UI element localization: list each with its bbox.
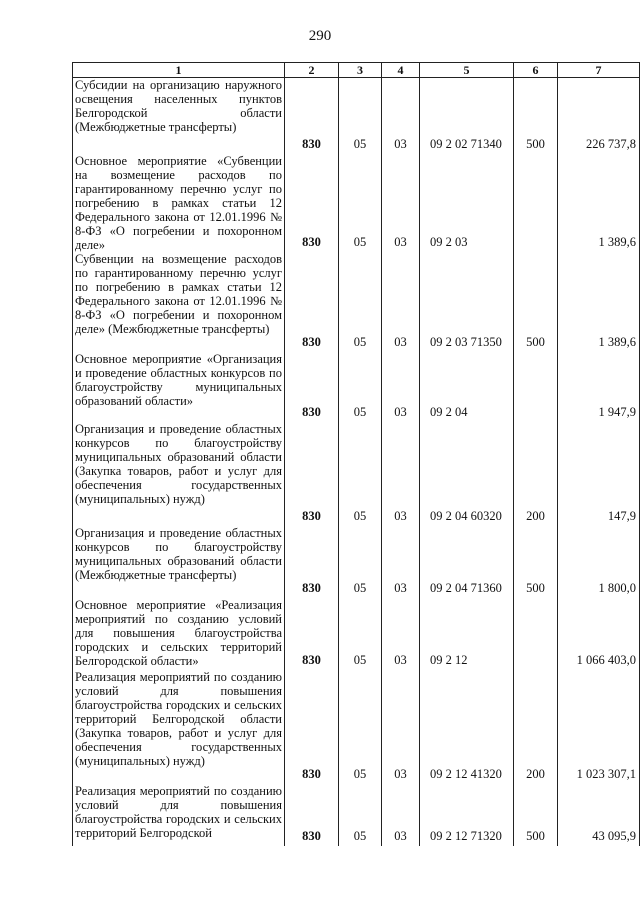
row-expense-type: 200 — [514, 422, 558, 526]
row-amount: 1 023 307,1 — [558, 670, 640, 784]
table-row — [73, 422, 640, 526]
row-subsection: 03 — [382, 78, 420, 154]
row-section: 05 — [339, 670, 382, 784]
row-target-code: 09 2 12 — [420, 598, 514, 670]
row-amount: 43 095,9 — [558, 784, 640, 846]
header-col-6: 6 — [514, 63, 558, 78]
row-expense-type: 200 — [514, 670, 558, 784]
row-target-code: 09 2 04 — [420, 352, 514, 422]
row-amount: 1 066 403,0 — [558, 598, 640, 670]
row-admin-code: 830 — [285, 670, 339, 784]
row-subsection: 03 — [382, 598, 420, 670]
row-expense-type: 500 — [514, 78, 558, 154]
row-target-code: 09 2 04 60320 — [420, 422, 514, 526]
row-admin-code: 830 — [285, 598, 339, 670]
row-subsection: 03 — [382, 154, 420, 252]
row-expense-type — [514, 598, 558, 670]
row-expense-type — [514, 352, 558, 422]
row-amount: 1 389,6 — [558, 154, 640, 252]
row-target-code: 09 2 12 71320 — [420, 784, 514, 846]
table-row — [73, 154, 640, 252]
row-subsection: 03 — [382, 526, 420, 598]
row-section: 05 — [339, 154, 382, 252]
row-section: 05 — [339, 422, 382, 526]
table-row — [73, 598, 640, 670]
row-admin-code: 830 — [285, 526, 339, 598]
row-subsection: 03 — [382, 422, 420, 526]
header-col-3: 3 — [339, 63, 382, 78]
row-target-code: 09 2 03 71350 — [420, 252, 514, 352]
row-name: Основное мероприятие «Реализация мероприятий по созданию условий для повышения благоустройства городских и сельских территорий Белгородской области» — [73, 598, 285, 670]
page-number: 290 — [308, 28, 332, 44]
row-expense-type: 500 — [514, 252, 558, 352]
row-subsection: 03 — [382, 784, 420, 846]
budget-table — [72, 62, 640, 846]
row-admin-code: 830 — [285, 252, 339, 352]
row-target-code: 09 2 04 71360 — [420, 526, 514, 598]
row-admin-code: 830 — [285, 784, 339, 846]
row-expense-type: 500 — [514, 784, 558, 846]
row-target-code: 09 2 02 71340 — [420, 78, 514, 154]
table-row — [73, 526, 640, 598]
row-section: 05 — [339, 252, 382, 352]
header-col-7: 7 — [558, 63, 640, 78]
row-name: Реализация мероприятий по созданию условий для повышения благоустройства городских и сельских территорий Белгородской — [73, 784, 285, 846]
row-name: Организация и проведение областных конкурсов по благоустройству муниципальных образований области (Закупка товаров, работ и услуг для обеспечения государственных (муниципальных) нужд) — [73, 422, 285, 526]
row-expense-type: 500 — [514, 526, 558, 598]
row-admin-code: 830 — [285, 78, 339, 154]
row-name: Субсидии на организацию наружного освещения населенных пунктов Белгородской области (Межбюджетные трансферты) — [73, 78, 285, 154]
table-row — [73, 252, 640, 352]
row-section: 05 — [339, 598, 382, 670]
row-amount: 147,9 — [558, 422, 640, 526]
header-col-5: 5 — [420, 63, 514, 78]
row-amount: 1 389,6 — [558, 252, 640, 352]
row-subsection: 03 — [382, 352, 420, 422]
row-name: Основное мероприятие «Организация и проведение областных конкурсов по благоустройству муниципальных образований области» — [73, 352, 285, 422]
row-name: Субвенции на возмещение расходов по гарантированному перечню услуг по погребению в рамках статьи 12 Федерального закона от 12.01.1996 № 8-ФЗ «О погребении и похоронном деле» (Межбюджетные трансферты) — [73, 252, 285, 352]
row-admin-code: 830 — [285, 154, 339, 252]
row-subsection: 03 — [382, 252, 420, 352]
row-section: 05 — [339, 784, 382, 846]
header-col-2: 2 — [285, 63, 339, 78]
row-admin-code: 830 — [285, 352, 339, 422]
row-subsection: 03 — [382, 670, 420, 784]
table-row — [73, 78, 640, 154]
row-expense-type — [514, 154, 558, 252]
header-col-4: 4 — [382, 63, 420, 78]
row-section: 05 — [339, 78, 382, 154]
row-section: 05 — [339, 352, 382, 422]
row-target-code: 09 2 03 — [420, 154, 514, 252]
table-row — [73, 352, 640, 422]
table-row — [73, 670, 640, 784]
row-target-code: 09 2 12 41320 — [420, 670, 514, 784]
table-header-row — [73, 63, 640, 78]
row-amount: 226 737,8 — [558, 78, 640, 154]
row-amount: 1 800,0 — [558, 526, 640, 598]
row-name: Реализация мероприятий по созданию условий для повышения благоустройства городских и сельских территорий Белгородской области (Закупка товаров, работ и услуг для обеспечения государственных (муниципальных) нужд) — [73, 670, 285, 784]
row-section: 05 — [339, 526, 382, 598]
row-name: Организация и проведение областных конкурсов по благоустройству муниципальных образований области (Межбюджетные трансферты) — [73, 526, 285, 598]
row-admin-code: 830 — [285, 422, 339, 526]
table-row — [73, 784, 640, 846]
header-col-1: 1 — [73, 63, 285, 78]
row-name: Основное мероприятие «Субвенции на возмещение расходов по гарантированному перечню услуг по погребению в рамках статьи 12 Федерального закона от 12.01.1996 № 8-ФЗ «О погребении и похоронном деле» — [73, 154, 285, 252]
row-amount: 1 947,9 — [558, 352, 640, 422]
